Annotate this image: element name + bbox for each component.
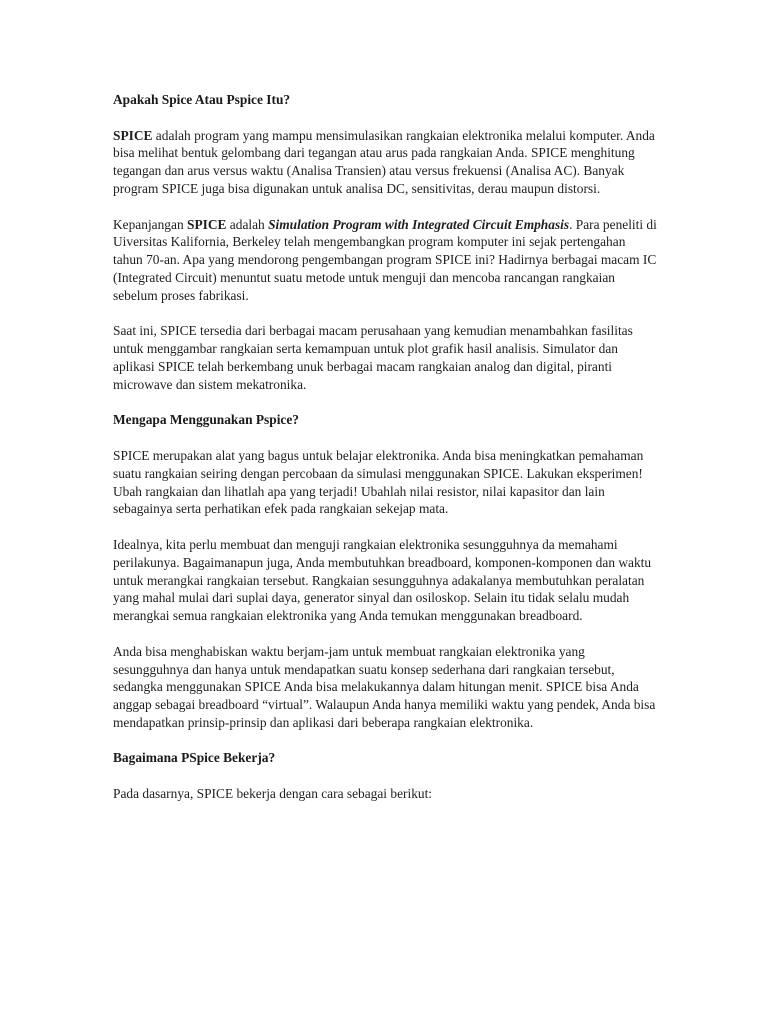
paragraph-how-it-works-intro: Pada dasarnya, SPICE bekerja dengan cara sebagai berikut: — [113, 786, 433, 802]
paragraph-spice-definition — [113, 127, 658, 198]
paragraph-spice-acronym — [113, 216, 658, 305]
paragraph-mid: adalah — [226, 216, 269, 232]
paragraph-virtual-breadboard: Anda bisa menghabiskan waktu berjam-jam untuk membuat rangkaian elektronika yang sesungguhnya dan hanya untuk mendapatkan suatu konsep sederhana dari rangkaian tersebut, sedangka menggunakan SPICE Anda bisa melakukannya dalam hitungan menit. SPICE bisa Anda anggap sebagai breadboard “virtual”. Walaupun Anda hanya memiliki waktu yang pendek, Anda bisa mendapatkan prinsip-prinsip dan aplikasi dari beberapa rangkaian elektronika. — [113, 643, 656, 730]
term-spice: SPICE — [113, 127, 153, 143]
section-heading-how-pspice-works: Bagaimana PSpice Bekerja? — [113, 750, 276, 766]
document-body — [113, 91, 658, 821]
section-heading-why-pspice: Mengapa Menggunakan Pspice? — [113, 412, 299, 428]
paragraph-real-circuits: Idealnya, kita perlu membuat dan menguji rangkaian elektronika sesungguhnya da memahami perilakunya. Bagaimanapun juga, Anda membutuhkan breadboard, komponen-komponen dan waktu untuk merangkai rangkaian tersebut. Rangkaian sesungguhnya adakalanya membutuhkan peralatan yang mahal mulai dari suplai daya, generator sinyal dan osiloskop. Selain itu tidak selalu mudah merangkai semua rangkaian elektronika yang Anda temukan menggunakan breadboard. — [113, 536, 652, 624]
paragraph-spice-today: Saat ini, SPICE tersedia dari berbagai macam perusahaan yang kemudian menambahkan fasilitas untuk menggambar rangkaian serta kemampuan untuk plot grafik hasil analisis. Simulator dan aplikasi SPICE telah berkembang unuk berbagai macam rangkaian analog dan digital, piranti microwave dan sistem mekatronika. — [113, 323, 633, 392]
term-spice: SPICE — [187, 216, 227, 232]
section-heading-what-is-spice: Apakah Spice Atau Pspice Itu? — [113, 92, 291, 107]
acronym-expansion: Simulation Program with Integrated Circuit Emphasis — [268, 216, 570, 232]
paragraph-text: adalah program yang mampu mensimulasikan rangkaian elektronika melalui komputer. Anda bisa melihat bentuk gelombang dari tegangan atau arus pada rangkaian Anda. SPICE menghitung tegangan dan arus versus waktu (Analisa Transien) atau versus frekuensi (Analisa AC). Banyak program SPICE juga bisa digunakan untuk analisa DC, sensitivitas, derau maupun distorsi. — [113, 127, 655, 196]
paragraph-learning-tool: SPICE merupakan alat yang bagus untuk belajar elektronika. Anda bisa meningkatkan pemahaman suatu rangkaian seiring dengan percobaan da simulasi menggunakan SPICE. Lakukan eksperimen! Ubah rangkaian dan lihatlah apa yang terjadi! Ubahlah nilai resistor, nilai kapasitor dan lain sebagainya serta perhatikan efek pada rangkaian sekejap mata. — [113, 447, 644, 517]
paragraph-text: . Para peneliti di Uiversitas Kalifornia, Berkeley telah mengembangkan program komputer ini sejak pertengahan tahun 70-an. Apa yang mendorong pengembangan program SPICE ini? Hadirnya berbagai macam IC (Integrated Circuit) menuntut suatu metode untuk menguji dan mencoba rancangan rangkaian sebelum proses fabrikasi. — [113, 216, 657, 303]
paragraph-lead: Kepanjangan — [113, 216, 187, 232]
